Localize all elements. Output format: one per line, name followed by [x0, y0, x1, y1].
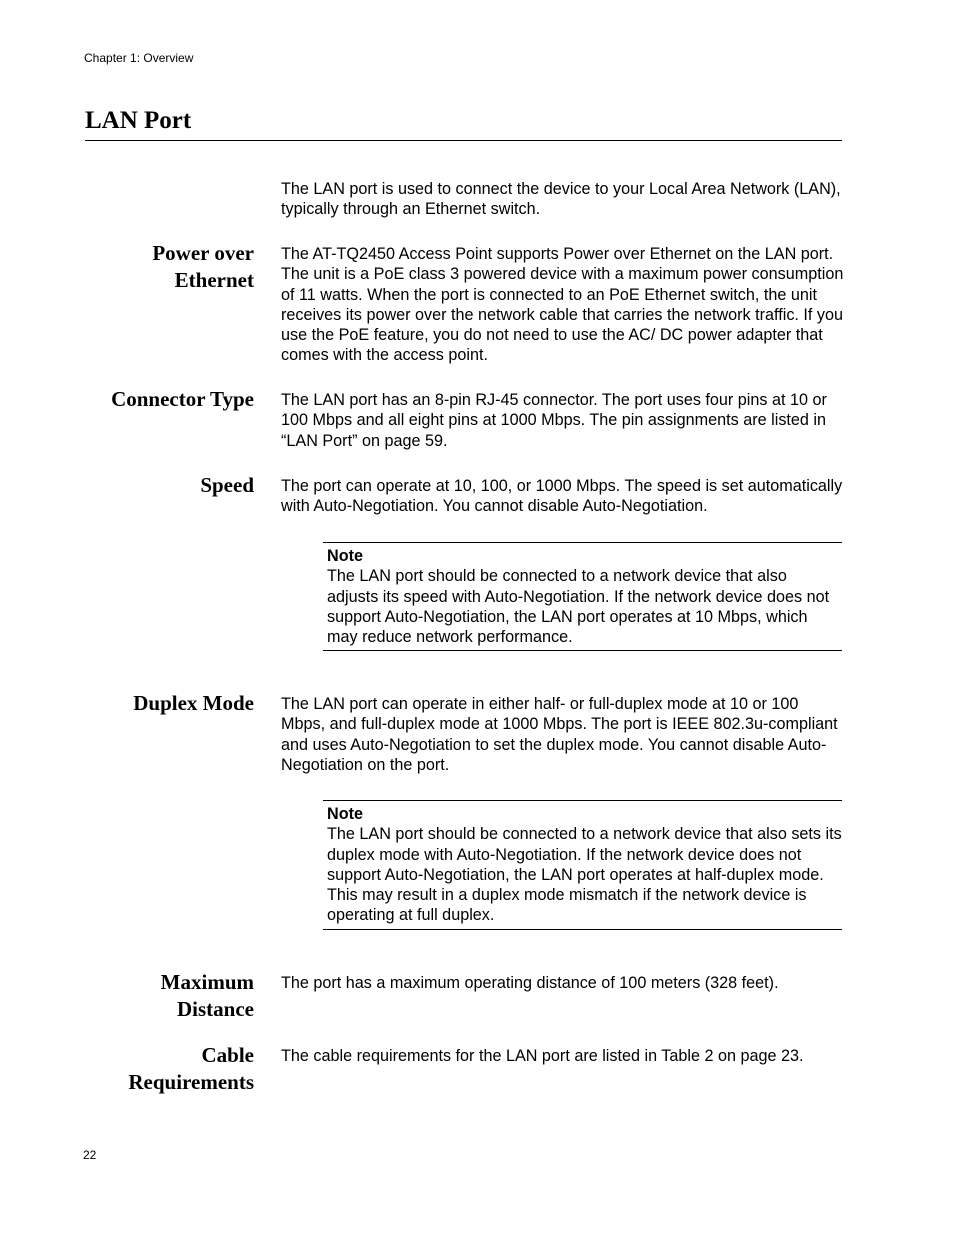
distance-paragraph: The port has a maximum operating distance of 100 meters (328 feet).: [281, 974, 779, 992]
poe-paragraph: The AT-TQ2450 Access Point supports Power over Ethernet on the LAN port. The unit is a PoE class 3 powered device with a maximum power consumption of 11 watts. When the port is connected to an PoE Ethernet switch, the unit receives its power over the network cable that carries the network traffic. If you use the PoE feature, you do not need to use the AC/ DC power adapter that comes with the access point.: [281, 245, 844, 365]
cable-heading-line2: Requirements: [128, 1069, 254, 1094]
distance-heading: [74, 969, 254, 1022]
duplex-note-text: The LAN port should be connected to a network device that also sets its duplex mode with Auto-Negotiation. If the network device does not support Auto-Negotiation, the LAN port operates at half-duplex mode. This may result in a duplex mode mismatch if the network device is operating at full duplex.: [327, 825, 842, 925]
duplex-note-label: Note: [327, 805, 363, 823]
speed-note-text: The LAN port should be connected to a network device that also adjusts its speed with Auto-Negotiation. If the network device does not support Auto-Negotiation, the LAN port operates at 10 Mbps, which may reduce network performance.: [327, 567, 830, 647]
cable-heading-line1: Cable: [201, 1043, 254, 1067]
distance-heading-line2: Distance: [177, 996, 254, 1021]
running-header: Chapter 1: Overview: [84, 51, 194, 65]
connector-paragraph: The LAN port has an 8-pin RJ-45 connector. The port uses four pins at 10 or 100 Mbps and all eight pins at 1000 Mbps. The pin assignments are listed in “LAN Port” on page 59.: [281, 391, 827, 450]
speed-paragraph: The port can operate at 10, 100, or 1000 Mbps. The speed is set automatically with Auto-Negotiation. You cannot disable Auto-Negotiation.: [281, 477, 843, 516]
duplex-paragraph: The LAN port can operate in either half- or full-duplex mode at 10 or 100 Mbps, and full-duplex mode at 1000 Mbps. The port is IEEE 802.3u-compliant and uses Auto-Negotiation to set the duplex mode. You cannot disable Auto-Negotiation on the port.: [281, 695, 838, 774]
connector-heading: Connector Type: [111, 387, 254, 411]
speed-note: [323, 542, 842, 651]
section-title: LAN Port: [85, 107, 192, 134]
poe-heading-line2: Ethernet: [174, 267, 254, 292]
speed-heading: Speed: [200, 473, 254, 497]
cable-paragraph: The cable requirements for the LAN port are listed in Table 2 on page 23.: [281, 1047, 804, 1065]
duplex-heading: Duplex Mode: [133, 691, 254, 715]
poe-heading-line1: Power over: [152, 241, 254, 265]
duplex-note: [323, 800, 842, 930]
cable-heading: [74, 1042, 254, 1095]
distance-heading-line1: Maximum: [160, 970, 254, 994]
poe-heading: [74, 240, 254, 293]
intro-paragraph: The LAN port is used to connect the device to your Local Area Network (LAN), typically through an Ethernet switch.: [281, 180, 841, 219]
speed-note-label: Note: [327, 547, 363, 565]
page-number: 22: [83, 1148, 97, 1162]
title-rule: [85, 140, 842, 141]
